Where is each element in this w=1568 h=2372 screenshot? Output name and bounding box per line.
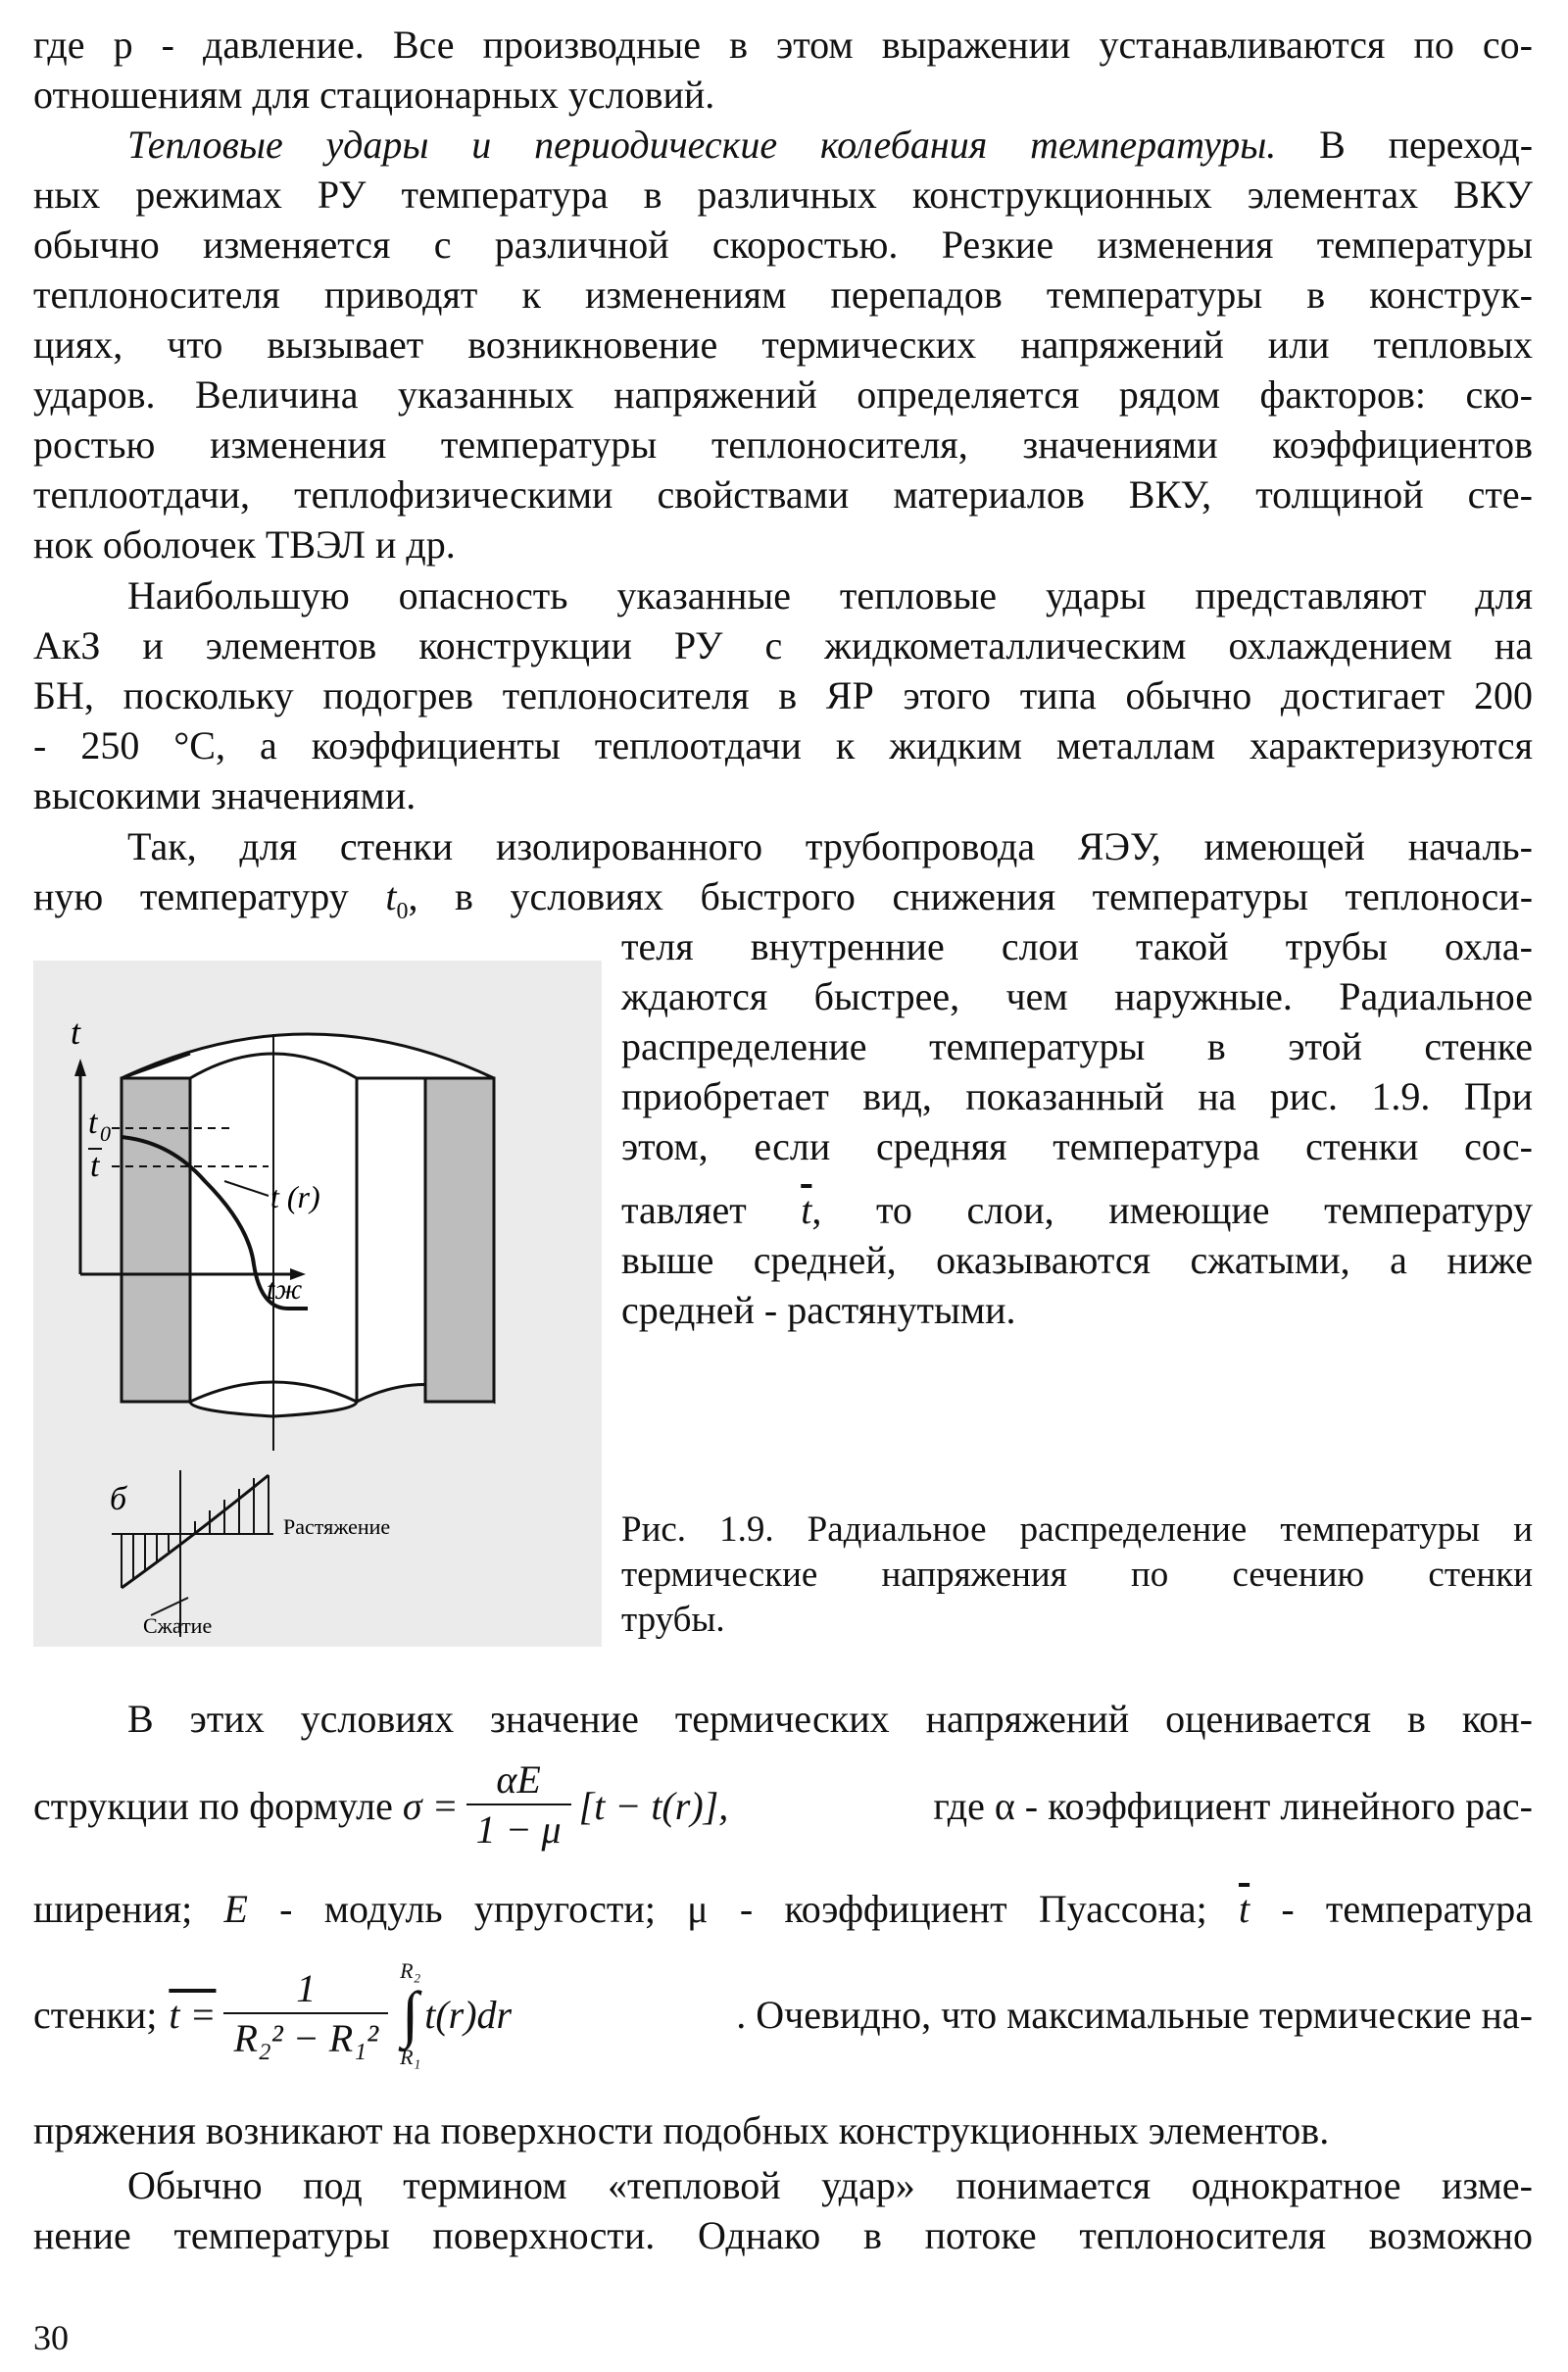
label-t0-sub: 0 [100,1121,111,1146]
text-line: Обычно под термином «тепловой удар» понимается однократное изме- [127,2163,1533,2207]
text-line: ударов. Величина указанных напряжений определяется рядом факторов: ско- [33,372,1533,417]
variable-t-mean: $\overline{t}$ [1238,1887,1250,1931]
formula-fraction-2 [223,1965,388,2063]
formula-line-tmean [33,1951,1533,2078]
text-fragment: где α - коэффициент линейного рас- [933,1783,1533,1828]
text-fragment: ную температуру [33,874,386,918]
text-line: Так, для стенки изолированного трубопровода ЯЭУ, имеющей началь- [127,824,1533,868]
text-line: ждаются быстрее, чем наружные. Радиальное [621,974,1533,1018]
thermal-shock-paragraph [33,120,1533,569]
formula-line-sigma [33,1747,1533,1864]
text-line: теля внутренние слои такой трубы охла- [621,924,1533,968]
formula-numerator-2: 1 [296,1966,317,2010]
label-tbar: t [90,1148,100,1184]
formula-tmean-lhs: t = [169,1992,217,2037]
text-line: БН, поскольку подогрев теплоносителя в ЯР этого типа обычно достигает 200 [33,673,1533,717]
top-paragraph [33,20,1533,120]
formula-fraction [466,1756,571,1854]
text-line: пряжения возникают на поверхности подобных конструкционных элементов. [33,2108,1330,2152]
label-tzh: tж [267,1273,303,1306]
final-paragraph [33,2160,1533,2260]
text-fragment: . Очевидно, что максимальные термические на- [736,1992,1533,2037]
t-axis-arrow [74,1059,86,1076]
text-line: обычно изменяется с различной скоростью. Резкие изменения температуры [33,222,1533,267]
pipe-left-wall [122,1078,190,1402]
text-line: циях, что вызывает возникновение термических напряжений или тепловых [33,322,1533,367]
label-t0: t [88,1105,98,1141]
label-compress: Сжатие [143,1613,213,1638]
integral-lower-limit: R₁ [400,2045,421,2069]
section-heading: Тепловые удары и периодические колебания температуры. [127,123,1277,167]
text-line [33,871,1534,924]
text-line: АкЗ и элементов конструкции РУ с жидкометаллическим охлаждением на [33,623,1533,667]
section-heading-line [33,120,1533,170]
page-number: 30 [33,2318,69,2357]
figure-caption [621,1507,1533,1643]
text-line: этом, если средняя температура стенки сос- [621,1124,1533,1168]
text-fragment: стенки; [33,1992,158,2037]
caption-line: Рис. 1.9. Радиальное распределение температуры и [621,1509,1533,1550]
text-fragment: тавляет [621,1188,802,1232]
stress-hatch-compression [122,1534,169,1588]
text-line: нение температуры поверхности. Однако в потоке теплоносителя возможно [33,2213,1533,2257]
text-line: отношениям для стационарных условий. [33,73,715,117]
pipe-right-wall [425,1078,494,1402]
caption-line: термические напряжения по сечению стенки [621,1555,1533,1595]
text-fragment: В переход- [1319,123,1534,167]
text-line: распределение температуры в этой стенке [621,1024,1533,1068]
integral-sign [400,1959,420,2069]
formula-denominator-2: R₂² − R₁² [223,2012,388,2063]
figure-1-9 [33,961,602,1647]
label-tr: t (r) [270,1179,320,1214]
text-line [33,1884,1533,1934]
integral-symbol: ∫ [401,1979,419,2049]
text-line: ростью изменения температуры теплоносителя, значениями коэффициентов [33,422,1533,467]
text-line: - 250 °C, а коэффициенты теплоотдачи к жидким металлам характеризуются [33,723,1533,767]
pipe-paragraph [33,821,1534,924]
text-line: где p - давление. Все производные в этом выражении устанавливаются по со- [33,23,1533,67]
formula-integrand: t(r)dr [424,1992,513,2037]
label-sigma: б [110,1481,127,1517]
text-line: средней - растянутыми. [621,1288,1016,1332]
variable-E: E [223,1887,248,1931]
integral-upper-limit: R₂ [400,1958,421,1983]
text-fragment: струкции по формуле [33,1783,393,1828]
text-line: теплоотдачи, теплофизическими свойствами материалов ВКУ, толщиной сте- [33,472,1533,517]
subscript: 0 [396,899,409,924]
text-line [621,1185,1533,1235]
text-line: ных режимах РУ температура в различных конструкционных элементах ВКУ [33,173,1533,217]
label-stretch: Растяжение [283,1514,391,1539]
text-fragment: - температура [1250,1887,1534,1931]
axis-label-t: t [71,1013,81,1052]
text-line: Наибольшую опасность указанные тепловые удары представляют для [127,573,1533,618]
text-line: В этих условиях значение термических напряжений оценивается в кон- [127,1697,1533,1741]
text-fragment: , то слои, имеющие температуру [811,1188,1533,1232]
text-fragment: - модуль упругости; μ - коэффициент Пуассона; [247,1887,1239,1931]
formula-paragraph-line3 [33,1884,1533,1934]
caption-line: трубы. [621,1600,725,1640]
figure-drawing [33,961,602,1647]
variable-t0: t [385,874,397,918]
formula-numerator: αE [496,1757,541,1802]
formula-paragraph-line5 [33,2105,1533,2155]
formula-paragraph-intro [33,1694,1533,1744]
danger-paragraph [33,570,1533,820]
formula-sigma-lhs: σ = [402,1783,459,1828]
pipe-paragraph-float [621,921,1533,1335]
text-line: выше средней, оказываются сжатыми, а ниже [621,1238,1533,1282]
text-line: теплоносителя приводят к изменениям перепадов температуры в конструк- [33,272,1533,317]
text-line: приобретает вид, показанный на рис. 1.9. При [621,1074,1533,1118]
formula-denominator: 1 − μ [466,1804,571,1854]
text-line: нок оболочек ТВЭЛ и др. [33,522,456,567]
text-fragment: , в условиях быстрого снижения температуры теплоноси- [408,874,1534,918]
formula-bracket: [t − t(r)], [578,1783,729,1828]
text-line: высокими значениями. [33,773,416,817]
text-fragment: ширения; [33,1887,224,1931]
variable-t-mean: $\overline{t}$ [801,1188,812,1232]
